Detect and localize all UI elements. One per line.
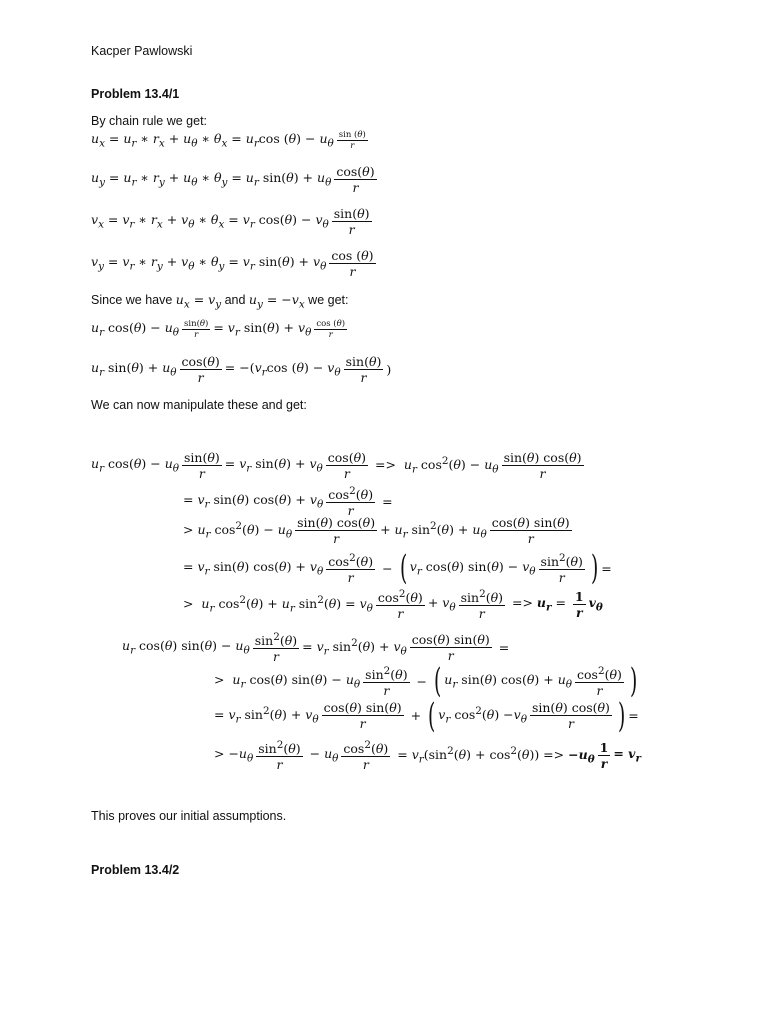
derivation-b-line-2: > $u_r$ cos(θ) $\sin(\theta) - u_\theta$ $\frac{\sin^2(\theta)}{r}$ − ( $u_r$ sin(θ) $\cos(\theta) + u_\theta$ $\frac{\cos^2(\theta)}{r}$ ) bbox=[214, 661, 638, 702]
equation-cauchy-riemann-2: $u_r$ $\sin(\theta) + u_\theta$ $\frac{\cos(\theta)}{r}$ = $-(v_r\cos$ $(\theta) - v_\theta$ $\frac{\sin(\theta)}{r}$ ) bbox=[91, 354, 392, 385]
derivation-a-line-3: > $u_r$ $\cos^2(\theta) - u_\theta$ $\frac{\sin(\theta) \cos(\theta)}{r}$ + $u_r$ $\sin^2(\theta) + u_\theta$ $\frac{\cos(\theta) \sin(\theta)}{r}$ bbox=[183, 515, 570, 546]
problem-1-intro: By chain rule we get: bbox=[91, 114, 208, 128]
derivation-b-line-1: $u_r$ cos(θ) $\sin(\theta) - u_\theta$ $\frac{\sin^2(\theta)}{r}$ = $v_r$ $\sin^2(\theta) + v_\theta$ $\frac{\cos(\theta) \sin(\theta)}{r}$ = bbox=[122, 631, 510, 665]
equation-ux: $u_x = u_r$ ∗ $r_x + u_\theta$ ∗ $\theta_x = u_r\cos$ $(\theta) - u_\theta$ $\frac{\sin (\theta)}{r}$ bbox=[91, 130, 366, 151]
derivation-b-line-3: = $v_r$ $\sin^2(\theta) + v_\theta$ $\frac{\cos(\theta) \sin(\theta)}{r}$ + ( $v_r$ $\cos^2(\theta) -v_\theta$ $\frac{\sin(\theta) \cos(\theta)}{r}$ ) = bbox=[214, 695, 639, 736]
manipulate-statement: We can now manipulate these and get: bbox=[91, 398, 307, 412]
equation-vy: $v_y = v_r$ ∗ $r_y + v_\theta$ ∗ $\theta_y = v_r$ $\sin(\theta) + v_\theta$ $\frac{\cos (\theta)}{r}$ bbox=[91, 248, 374, 279]
problem-2-title: Problem 13.4/2 bbox=[91, 863, 180, 877]
conclusion-text: This proves our initial assumptions. bbox=[91, 809, 287, 823]
author-name: Kacper Pawlowski bbox=[91, 44, 193, 58]
since-statement: Since we have $u_x = v_y$ and $u_y = -v_x$ we get: bbox=[91, 292, 349, 311]
derivation-a-line-4: = $v_r$ sin(θ) $\cos(\theta) + v_\theta$ $\frac{\cos^2(\theta)}{r}$ − ( $v_r$ cos(θ) $\sin(\theta) - v_\theta$ $\frac{\sin^2(\theta)}{r}$ ) = bbox=[183, 548, 612, 589]
problem-1-title: Problem 13.4/1 bbox=[91, 87, 180, 101]
derivation-a-line-5: > $u_r$ $\cos^2(\theta) + u_r$ $\sin^2(\theta) = v_\theta$ $\frac{\cos^2(\theta)}{r}$ + $v_\theta$ $\frac{\sin^2(\theta)}{r}$ => $u_r$ = $\frac{1}{r}$ $v_\theta$ bbox=[183, 588, 603, 622]
derivation-a-line-2: = $v_r$ sin(θ) $\cos(\theta) + v_\theta$ $\frac{\cos^2(\theta)}{r}$ = bbox=[183, 485, 393, 519]
derivation-a-line-1: $u_r$ $\cos(\theta) - u_\theta$ $\frac{\sin(\theta)}{r}$ = $v_r$ $\sin(\theta) + v_\theta$ $\frac{\cos(\theta)}{r}$ => $u_r$ $\cos^2(\theta) - u_\theta$ $\frac{\sin(\theta) \cos(\theta)}{r}$ bbox=[91, 450, 582, 481]
derivation-b-line-4: > $-u_\theta$ $\frac{\sin^2(\theta)}{r}$ − $u_\theta$ $\frac{\cos^2(\theta)}{r}$ = $v_r(\sin^2(\theta) + \cos^2(\theta)) => -u_\theta$ $\frac{1}{r}$ = $v_r$ bbox=[214, 739, 641, 773]
equation-uy: $u_y = u_r$ ∗ $r_y + u_\theta$ ∗ $\theta_y = u_r$ $\sin(\theta) + u_\theta$ $\frac{\cos(\theta)}{r}$ bbox=[91, 164, 375, 195]
equation-vx: $v_x = v_r$ ∗ $r_x + v_\theta$ ∗ $\theta_x = v_r$ $\cos(\theta) - v_\theta$ $\frac{\sin(\theta)}{r}$ bbox=[91, 206, 370, 237]
equation-cauchy-riemann-1: $u_r$ $\cos(\theta) - u_\theta$ $\frac{\sin(\theta)}{r}$ = $v_r$ $\sin(\theta) + v_\theta$ $\frac{\cos (\theta)}{r}$ bbox=[91, 319, 346, 340]
